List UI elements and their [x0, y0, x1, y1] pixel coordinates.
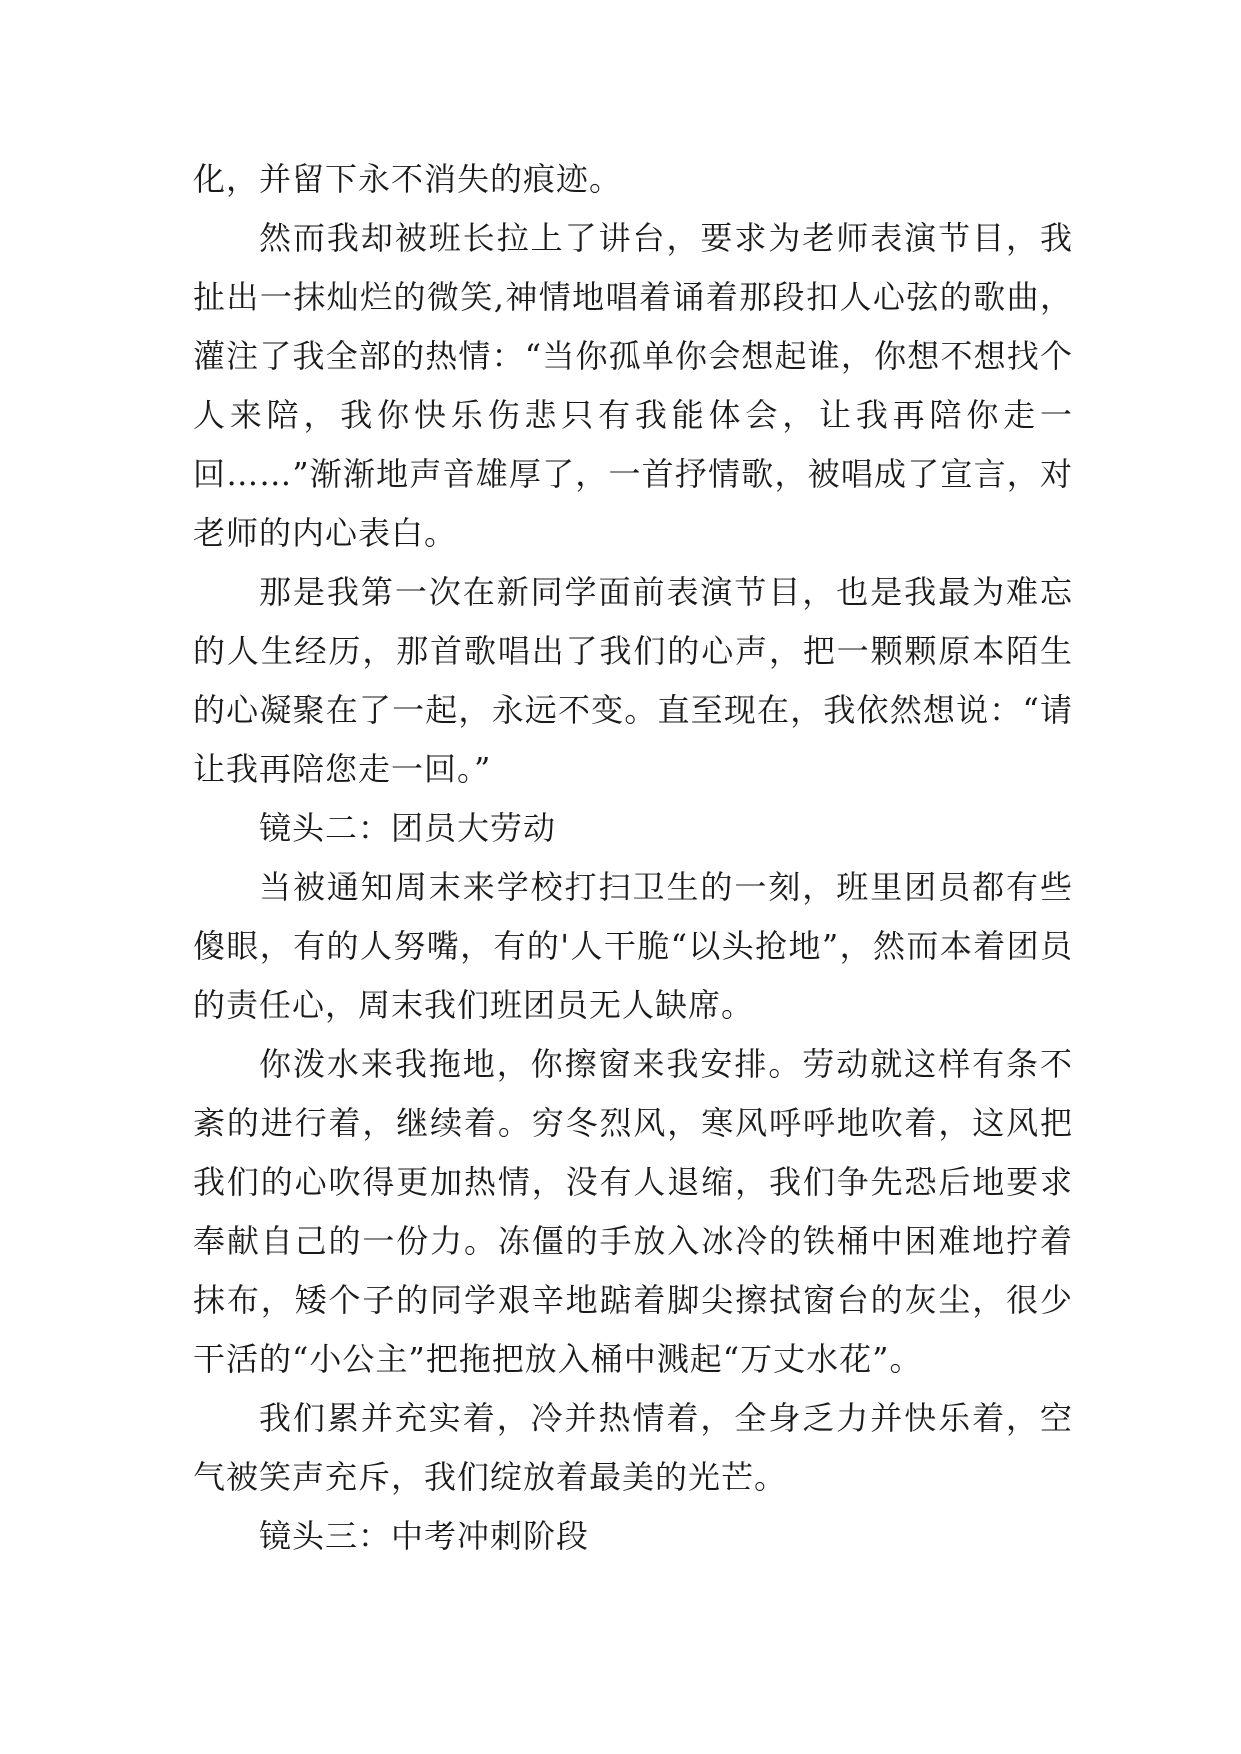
paragraph-cleanup-notice: 当被通知周末来学校打扫卫生的一刻，班里团员都有些傻眼，有的人努嘴，有的'人干脆“以头抢地”，然而本着团员的责任心，周末我们班团员无人缺席。 [193, 868, 1073, 1024]
section-heading-scene-three: 镜头三：中考冲刺阶段 [259, 1517, 590, 1555]
document-body [193, 150, 1073, 1566]
section-heading-scene-two: 镜头二：团员大劳动 [259, 809, 557, 847]
paragraph-continuation: 化，并留下永不消失的痕迹。 [193, 160, 623, 198]
paragraph-cleanup-work: 你泼水来我拖地，你擦窗来我安排。劳动就这样有条不紊的进行着，继续着。穷冬烈风，寒风呼呼地吹着，这风把我们的心吹得更加热情，没有人退缩，我们争先恐后地要求奉献自己的一份力。冻僵的手放入冰冷的铁桶中困难地拧着抹布，矮个子的同学艰辛地踮着脚尖擦拭窗台的灰尘，很少干活的“小公主”把拖把放入桶中溅起“万丈水花”。 [193, 1045, 1073, 1378]
paragraph-cleanup-joy: 我们累并充实着，冷并热情着，全身乏力并快乐着，空气被笑声充斥，我们绽放着最美的光芒。 [193, 1399, 1073, 1496]
paragraph-memory: 那是我第一次在新同学面前表演节目，也是我最为难忘的人生经历，那首歌唱出了我们的心声，把一颗颗原本陌生的心凝聚在了一起，永远不变。直至现在，我依然想说：“请让我再陪您走一回。” [193, 573, 1073, 788]
paragraph-performance: 然而我却被班长拉上了讲台，要求为老师表演节目，我扯出一抹灿烂的微笑,神情地唱着诵着那段扣人心弦的歌曲，灌注了我全部的热情：“当你孤单你会想起谁，你想不想找个人来陪，我你快乐伤悲只有我能体会，让我再陪你走一回……”渐渐地声音雄厚了，一首抒情歌，被唱成了宣言，对老师的内心表白。 [193, 219, 1073, 552]
